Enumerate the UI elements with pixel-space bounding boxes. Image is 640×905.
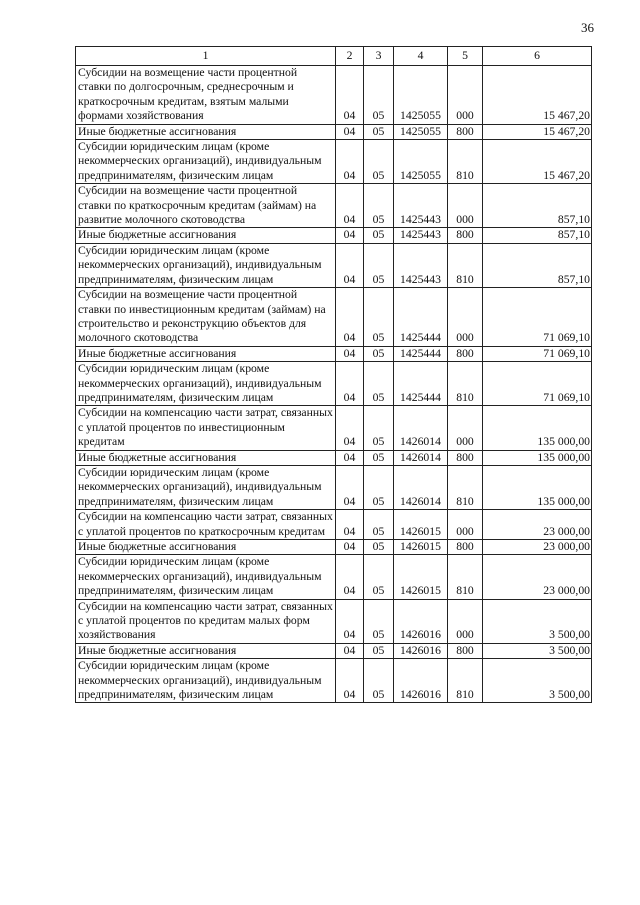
section-code: 04 bbox=[336, 540, 364, 555]
table-row bbox=[76, 184, 592, 228]
table-row bbox=[76, 599, 592, 643]
expense-type-code: 000 bbox=[448, 510, 483, 540]
expense-type-code: 000 bbox=[448, 599, 483, 643]
amount: 857,10 bbox=[483, 243, 592, 287]
section-code: 04 bbox=[336, 450, 364, 465]
table-row bbox=[76, 555, 592, 599]
section-code: 04 bbox=[336, 643, 364, 658]
section-code: 04 bbox=[336, 555, 364, 599]
target-article-code: 1425444 bbox=[394, 288, 448, 347]
header-cell: 1 bbox=[76, 47, 336, 66]
expense-type-code: 810 bbox=[448, 465, 483, 509]
expense-type-code: 810 bbox=[448, 243, 483, 287]
item-name: Субсидии на возмещение части процентной ставки по долгосрочным, среднесрочным и краткосрочным кредитам, взятым малыми формами хозяйствования bbox=[76, 66, 336, 125]
table-row bbox=[76, 228, 592, 243]
section-code: 04 bbox=[336, 659, 364, 703]
subsection-code: 05 bbox=[364, 465, 394, 509]
section-code: 04 bbox=[336, 66, 364, 125]
subsection-code: 05 bbox=[364, 406, 394, 450]
amount: 135 000,00 bbox=[483, 450, 592, 465]
header-row bbox=[76, 47, 592, 66]
header-cell: 5 bbox=[448, 47, 483, 66]
item-name: Субсидии на компенсацию части затрат, связанных с уплатой процентов по кредитам малых форм хозяйствования bbox=[76, 599, 336, 643]
target-article-code: 1426014 bbox=[394, 465, 448, 509]
target-article-code: 1425444 bbox=[394, 362, 448, 406]
item-name: Субсидии юридическим лицам (кроме некоммерческих организаций), индивидуальным предпринимателям, физическим лицам bbox=[76, 659, 336, 703]
table-row bbox=[76, 66, 592, 125]
target-article-code: 1426016 bbox=[394, 599, 448, 643]
table-row bbox=[76, 288, 592, 347]
amount: 23 000,00 bbox=[483, 555, 592, 599]
target-article-code: 1425444 bbox=[394, 346, 448, 361]
amount: 3 500,00 bbox=[483, 659, 592, 703]
section-code: 04 bbox=[336, 599, 364, 643]
header-cell: 3 bbox=[364, 47, 394, 66]
section-code: 04 bbox=[336, 288, 364, 347]
expense-type-code: 800 bbox=[448, 228, 483, 243]
subsection-code: 05 bbox=[364, 228, 394, 243]
amount: 857,10 bbox=[483, 184, 592, 228]
section-code: 04 bbox=[336, 140, 364, 184]
subsection-code: 05 bbox=[364, 643, 394, 658]
subsection-code: 05 bbox=[364, 66, 394, 125]
table-row bbox=[76, 510, 592, 540]
amount: 71 069,10 bbox=[483, 346, 592, 361]
amount: 71 069,10 bbox=[483, 362, 592, 406]
table-row bbox=[76, 346, 592, 361]
subsection-code: 05 bbox=[364, 243, 394, 287]
header-cell: 4 bbox=[394, 47, 448, 66]
section-code: 04 bbox=[336, 465, 364, 509]
expense-type-code: 810 bbox=[448, 140, 483, 184]
subsection-code: 05 bbox=[364, 659, 394, 703]
section-code: 04 bbox=[336, 124, 364, 139]
target-article-code: 1426015 bbox=[394, 510, 448, 540]
amount: 23 000,00 bbox=[483, 510, 592, 540]
item-name: Иные бюджетные ассигнования bbox=[76, 346, 336, 361]
item-name: Иные бюджетные ассигнования bbox=[76, 124, 336, 139]
target-article-code: 1426014 bbox=[394, 450, 448, 465]
amount: 3 500,00 bbox=[483, 599, 592, 643]
subsection-code: 05 bbox=[364, 450, 394, 465]
table-row bbox=[76, 362, 592, 406]
expense-type-code: 800 bbox=[448, 643, 483, 658]
item-name: Субсидии юридическим лицам (кроме некоммерческих организаций), индивидуальным предпринимателям, физическим лицам bbox=[76, 465, 336, 509]
table-body bbox=[76, 47, 592, 703]
target-article-code: 1426014 bbox=[394, 406, 448, 450]
item-name: Субсидии на компенсацию части затрат, связанных с уплатой процентов по инвестиционным кредитам bbox=[76, 406, 336, 450]
expense-type-code: 810 bbox=[448, 362, 483, 406]
subsection-code: 05 bbox=[364, 362, 394, 406]
target-article-code: 1425055 bbox=[394, 140, 448, 184]
target-article-code: 1425443 bbox=[394, 228, 448, 243]
amount: 15 467,20 bbox=[483, 66, 592, 125]
subsection-code: 05 bbox=[364, 510, 394, 540]
expense-type-code: 000 bbox=[448, 406, 483, 450]
table-row bbox=[76, 140, 592, 184]
section-code: 04 bbox=[336, 243, 364, 287]
section-code: 04 bbox=[336, 346, 364, 361]
expense-type-code: 000 bbox=[448, 288, 483, 347]
target-article-code: 1426016 bbox=[394, 659, 448, 703]
target-article-code: 1425055 bbox=[394, 66, 448, 125]
amount: 71 069,10 bbox=[483, 288, 592, 347]
section-code: 04 bbox=[336, 184, 364, 228]
subsection-code: 05 bbox=[364, 599, 394, 643]
target-article-code: 1426015 bbox=[394, 555, 448, 599]
subsection-code: 05 bbox=[364, 540, 394, 555]
subsection-code: 05 bbox=[364, 184, 394, 228]
item-name: Субсидии на возмещение части процентной ставки по инвестиционным кредитам (займам) на строительство и реконструкцию объектов для молочного скотоводства bbox=[76, 288, 336, 347]
target-article-code: 1425443 bbox=[394, 243, 448, 287]
expense-type-code: 800 bbox=[448, 540, 483, 555]
section-code: 04 bbox=[336, 510, 364, 540]
expense-type-code: 000 bbox=[448, 66, 483, 125]
expense-type-code: 810 bbox=[448, 659, 483, 703]
target-article-code: 1426015 bbox=[394, 540, 448, 555]
table-row bbox=[76, 540, 592, 555]
item-name: Иные бюджетные ассигнования bbox=[76, 450, 336, 465]
header-cell: 2 bbox=[336, 47, 364, 66]
subsection-code: 05 bbox=[364, 288, 394, 347]
amount: 3 500,00 bbox=[483, 643, 592, 658]
header-cell: 6 bbox=[483, 47, 592, 66]
item-name: Иные бюджетные ассигнования bbox=[76, 540, 336, 555]
table-row bbox=[76, 243, 592, 287]
amount: 135 000,00 bbox=[483, 465, 592, 509]
target-article-code: 1425443 bbox=[394, 184, 448, 228]
target-article-code: 1425055 bbox=[394, 124, 448, 139]
item-name: Субсидии юридическим лицам (кроме некоммерческих организаций), индивидуальным предпринимателям, физическим лицам bbox=[76, 362, 336, 406]
item-name: Субсидии юридическим лицам (кроме некоммерческих организаций), индивидуальным предпринимателям, физическим лицам bbox=[76, 555, 336, 599]
table-row bbox=[76, 659, 592, 703]
item-name: Субсидии на возмещение части процентной ставки по краткосрочным кредитам (займам) на развитие молочного скотоводства bbox=[76, 184, 336, 228]
subsection-code: 05 bbox=[364, 124, 394, 139]
subsection-code: 05 bbox=[364, 346, 394, 361]
item-name: Субсидии юридическим лицам (кроме некоммерческих организаций), индивидуальным предпринимателям, физическим лицам bbox=[76, 140, 336, 184]
table-row bbox=[76, 124, 592, 139]
section-code: 04 bbox=[336, 406, 364, 450]
amount: 23 000,00 bbox=[483, 540, 592, 555]
item-name: Субсидии юридическим лицам (кроме некоммерческих организаций), индивидуальным предпринимателям, физическим лицам bbox=[76, 243, 336, 287]
expense-type-code: 800 bbox=[448, 346, 483, 361]
table-row bbox=[76, 450, 592, 465]
budget-table bbox=[75, 46, 592, 703]
amount: 15 467,20 bbox=[483, 140, 592, 184]
table-row bbox=[76, 643, 592, 658]
amount: 15 467,20 bbox=[483, 124, 592, 139]
table-row bbox=[76, 465, 592, 509]
subsection-code: 05 bbox=[364, 555, 394, 599]
expense-type-code: 800 bbox=[448, 450, 483, 465]
subsection-code: 05 bbox=[364, 140, 394, 184]
item-name: Иные бюджетные ассигнования bbox=[76, 228, 336, 243]
expense-type-code: 810 bbox=[448, 555, 483, 599]
page-number: 36 bbox=[581, 20, 594, 35]
item-name: Иные бюджетные ассигнования bbox=[76, 643, 336, 658]
expense-type-code: 000 bbox=[448, 184, 483, 228]
amount: 857,10 bbox=[483, 228, 592, 243]
section-code: 04 bbox=[336, 228, 364, 243]
expense-type-code: 800 bbox=[448, 124, 483, 139]
item-name: Субсидии на компенсацию части затрат, связанных с уплатой процентов по краткосрочным кредитам bbox=[76, 510, 336, 540]
target-article-code: 1426016 bbox=[394, 643, 448, 658]
table-row bbox=[76, 406, 592, 450]
amount: 135 000,00 bbox=[483, 406, 592, 450]
section-code: 04 bbox=[336, 362, 364, 406]
